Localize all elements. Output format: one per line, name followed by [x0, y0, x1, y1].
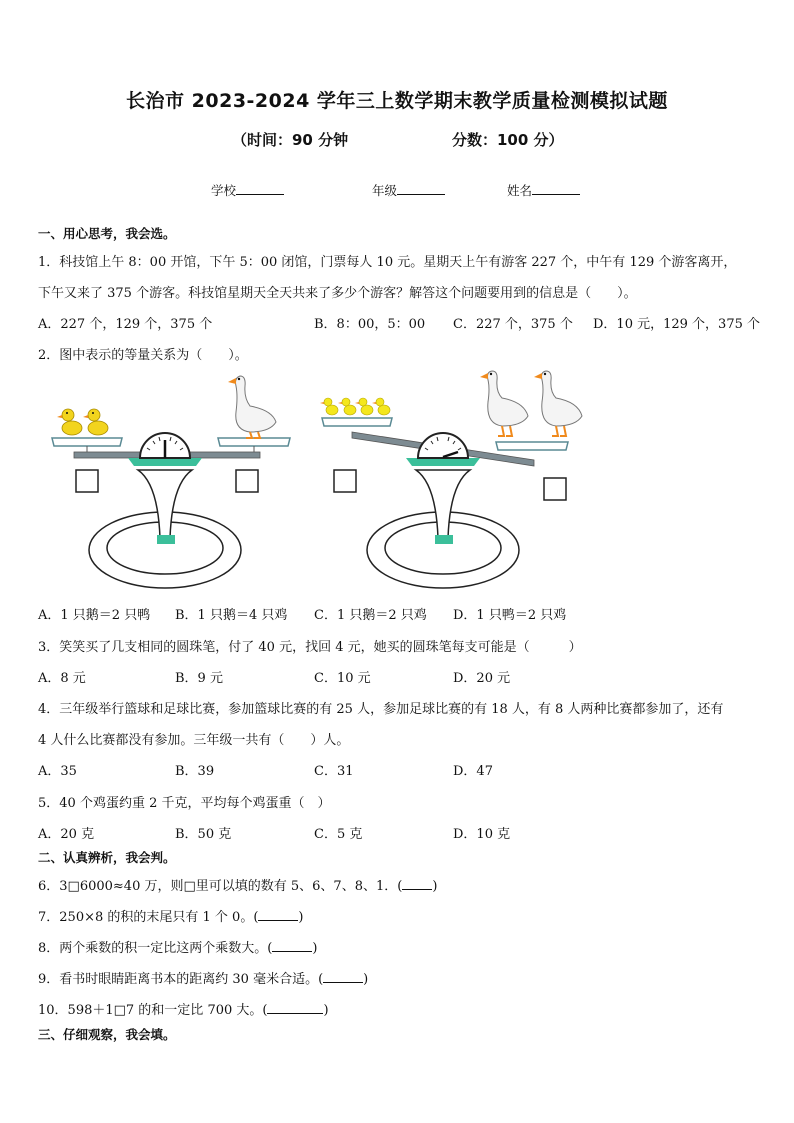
question-7-close: ) [298, 910, 304, 925]
chick-icon [338, 398, 356, 415]
q3-option-a[interactable]: A．8 元 [38, 671, 86, 686]
q2-option-c[interactable]: C．1 只鹅＝2 只鸡 [314, 608, 427, 623]
question-10-close: ) [323, 1003, 329, 1018]
question-8-close: ) [312, 941, 318, 956]
scale-left-green-base [128, 458, 202, 466]
question-2: 2．图中表示的等量关系为（ ）。 [38, 348, 248, 363]
scale-left-pan-right [218, 438, 290, 446]
name-label: 姓名 [507, 183, 533, 198]
question-9-answer-blank[interactable] [323, 970, 363, 983]
question-10-text: 10．598＋1□7 的和一定比 700 大。( [38, 1003, 268, 1018]
question-6 [38, 875, 437, 894]
scale-right-pan-right [496, 442, 568, 450]
q3-option-c[interactable]: C．10 元 [314, 671, 371, 686]
question-6-text: 6．3□6000≈40 万，则□里可以填的数有 5、6、7、8、1．( [38, 879, 403, 894]
scale-left-pan-left [52, 438, 122, 446]
question-8-answer-blank[interactable] [272, 939, 312, 952]
question-9-text: 9．看书时眼睛距离书本的距离约 30 毫米合适。( [38, 972, 324, 987]
q5-option-c[interactable]: C．5 克 [314, 827, 363, 842]
q5-option-b[interactable]: B．50 克 [175, 827, 232, 842]
q2-option-b[interactable]: B．1 只鹅＝4 只鸡 [175, 608, 288, 623]
school-blank[interactable] [236, 182, 284, 195]
grade-blank[interactable] [397, 182, 445, 195]
question-1-line-2: 下午又来了 375 个游客。科技馆星期天全天共来了多少个游客？解答这个问题要用到的信息是（ ）。 [38, 286, 637, 301]
scale-left-foot [157, 535, 175, 544]
goose-icon [534, 371, 582, 436]
scale-left-stem [138, 470, 192, 538]
grade-field[interactable] [372, 181, 445, 199]
question-6-close: ) [432, 879, 438, 894]
page-title: 长治市 2023-2024 学年三上数学期末教学质量检测模拟试题 [126, 90, 668, 112]
duck-icon [83, 409, 108, 435]
q3-option-b[interactable]: B．9 元 [175, 671, 223, 686]
section-1-heading: 一、用心思考，我会选。 [38, 226, 176, 241]
q4-option-c[interactable]: C．31 [314, 764, 354, 779]
chick-icon [320, 398, 338, 415]
question-7-answer-blank[interactable] [258, 908, 298, 921]
question-8 [38, 937, 317, 956]
scale-right-answer-box-2 [544, 478, 566, 500]
q2-option-d[interactable]: D．1 只鸭＝2 只鸡 [453, 608, 567, 623]
question-7-text: 7．250×8 的积的末尾只有 1 个 0。( [38, 910, 259, 925]
scale-right-green-base [406, 458, 480, 466]
scale-right-dial [418, 433, 468, 458]
name-field[interactable] [507, 181, 580, 199]
duck-icon [57, 409, 82, 435]
chick-icon [355, 398, 373, 415]
scale-right [320, 371, 582, 588]
q2-option-a[interactable]: A．1 只鹅＝2 只鸭 [38, 608, 151, 623]
question-5: 5．40 个鸡蛋约重 2 千克，平均每个鸡蛋重（ ） [38, 796, 331, 811]
q4-option-a[interactable]: A．35 [38, 764, 77, 779]
q5-option-d[interactable]: D．10 克 [453, 827, 511, 842]
q1-option-d[interactable]: D．10 元，129 个，375 个 [593, 317, 760, 332]
question-10 [38, 999, 329, 1018]
question-6-answer-blank[interactable] [402, 877, 432, 890]
scale-right-stem [416, 470, 470, 538]
question-8-text: 8．两个乘数的积一定比这两个乘数大。( [38, 941, 273, 956]
q4-option-d[interactable]: D．47 [453, 764, 493, 779]
q1-option-a[interactable]: A．227 个，129 个，375 个 [38, 317, 213, 332]
q1-option-b[interactable]: B．8：00，5：00 [314, 317, 426, 332]
question-10-answer-blank[interactable] [267, 1001, 323, 1014]
q5-option-a[interactable]: A．20 克 [38, 827, 95, 842]
name-blank[interactable] [532, 182, 580, 195]
scale-right-pan-left [322, 418, 392, 426]
goose-icon [228, 376, 276, 438]
exam-score: 分数：100 分） [452, 131, 564, 149]
q1-option-c[interactable]: C．227 个，375 个 [453, 317, 573, 332]
scale-left-answer-box-1 [76, 470, 98, 492]
question-9-close: ) [363, 972, 369, 987]
section-3-heading: 三、仔细观察，我会填。 [38, 1027, 176, 1042]
grade-label: 年级 [372, 183, 398, 198]
question-4-line-1: 4．三年级举行篮球和足球比赛，参加篮球比赛的有 25 人，参加足球比赛的有 18 人，有 8 人两种比赛都参加了，还有 [38, 702, 724, 717]
question-4-line-2: 4 人什么比赛都没有参加。三年级一共有（ ）人。 [38, 733, 350, 748]
school-field[interactable] [211, 181, 284, 199]
scale-right-answer-box-1 [334, 470, 356, 492]
question-9 [38, 968, 368, 987]
chick-icon [372, 398, 390, 415]
exam-time: （时间：90 分钟 [232, 131, 349, 149]
balance-scale-figure [40, 366, 600, 591]
question-3: 3．笑笑买了几支相同的圆珠笔，付了 40 元，找回 4 元，她买的圆珠笔每支可能是（ ） [38, 640, 582, 655]
q3-option-d[interactable]: D．20 元 [453, 671, 511, 686]
scale-left-answer-box-2 [236, 470, 258, 492]
school-label: 学校 [211, 183, 237, 198]
question-7 [38, 906, 303, 925]
goose-icon [480, 371, 528, 436]
q4-option-b[interactable]: B．39 [175, 764, 215, 779]
scale-left [52, 376, 290, 588]
scale-right-foot [435, 535, 453, 544]
question-1-line-1: 1．科技馆上午 8：00 开馆，下午 5：00 闭馆，门票每人 10 元。星期天上午有游客 227 个，中午有 129 个游客离开， [38, 255, 737, 270]
section-2-heading: 二、认真辨析，我会判。 [38, 850, 176, 865]
